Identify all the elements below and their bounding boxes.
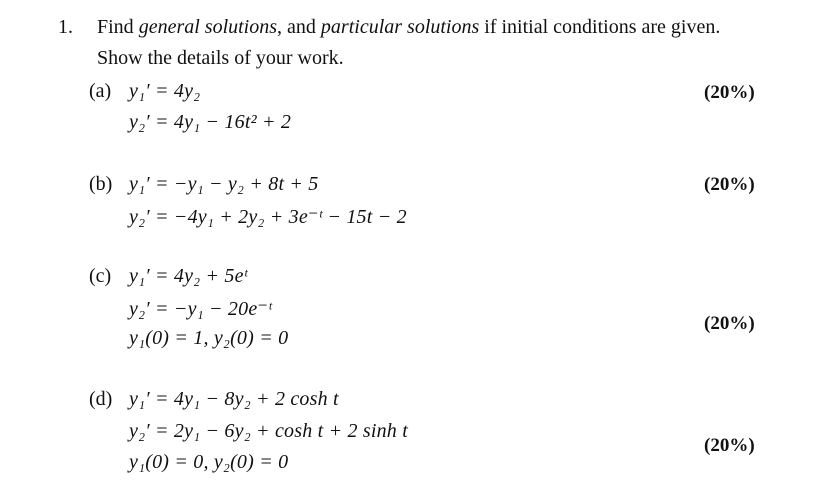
- part-c-equation-2: y₂′ = −y₁ − 20e⁻ᵗ: [129, 298, 272, 320]
- question-number: 1.: [58, 16, 73, 38]
- part-d-equation-2: y₂′ = 2y₁ − 6y₂ + cosh t + 2 sinh t: [129, 420, 408, 442]
- question-line-1: [97, 16, 720, 39]
- question-text-1: Find: [97, 16, 139, 38]
- part-b-equation-2: y₂′ = −4y₁ + 2y₂ + 3e⁻ᵗ − 15t − 2: [129, 206, 407, 228]
- part-d-points: (20%): [704, 435, 755, 456]
- part-b-points: (20%): [704, 174, 755, 195]
- part-b-equation-1: y₁′ = −y₁ − y₂ + 8t + 5: [129, 173, 319, 195]
- part-d-initial-conditions: y₁(0) = 0, y₂(0) = 0: [129, 451, 289, 473]
- question-text-3: if initial conditions are given.: [479, 16, 721, 38]
- question-line-2: Show the details of your work.: [97, 47, 344, 69]
- question-term-general: general solutions: [138, 16, 278, 38]
- part-a-equation-1: y₁′ = 4y₂: [129, 80, 201, 102]
- part-c-initial-conditions: y₁(0) = 1, y₂(0) = 0: [129, 327, 289, 349]
- part-a-equation-2: y₂′ = 4y₁ − 16t² + 2: [129, 111, 292, 133]
- question-text-2: , and: [277, 16, 321, 38]
- part-d-label: (d): [89, 388, 113, 410]
- part-c-points: (20%): [704, 313, 755, 334]
- part-c-equation-1: y₁′ = 4y₂ + 5eᵗ: [129, 265, 248, 287]
- part-a-label: (a): [89, 80, 112, 102]
- part-d-equation-1: y₁′ = 4y₁ − 8y₂ + 2 cosh t: [129, 388, 339, 410]
- part-c-label: (c): [89, 265, 112, 287]
- part-b-label: (b): [89, 173, 113, 195]
- question-term-particular: particular solutions: [320, 16, 480, 38]
- part-a-points: (20%): [704, 82, 755, 103]
